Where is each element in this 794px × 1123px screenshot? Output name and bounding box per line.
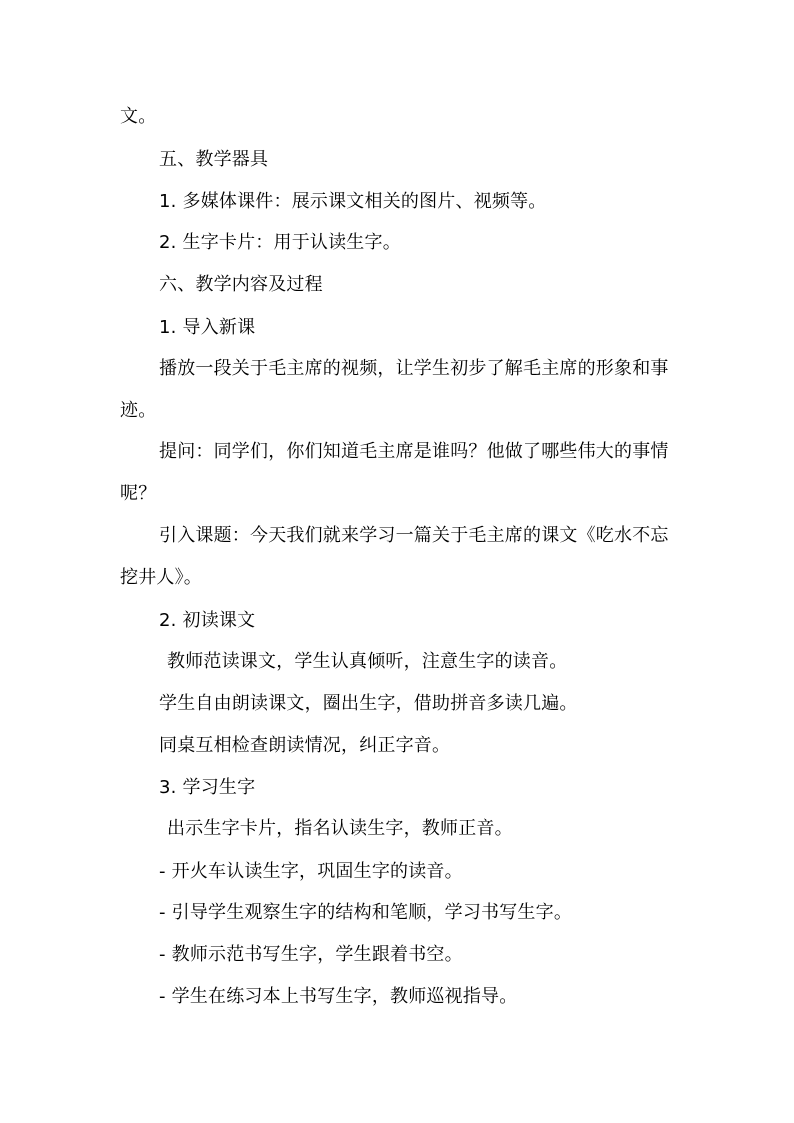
paragraph-line: 引入课题：今天我们就来学习一篇关于毛主席的课文《吃水不忘 bbox=[159, 525, 669, 546]
paragraph-line: 提问：同学们，你们知道毛主席是谁吗？他做了哪些伟大的事情 bbox=[159, 441, 669, 462]
subheading-learn-characters: 3. 学习生字 bbox=[159, 777, 256, 798]
paragraph-line: 迹。 bbox=[120, 400, 157, 421]
subheading-first-reading: 2. 初读课文 bbox=[159, 610, 256, 631]
paragraph-line: 出示生字卡片，指名认读生字，教师正音。 bbox=[167, 818, 513, 839]
section-heading-teaching-tools: 五、教学器具 bbox=[159, 149, 269, 170]
list-item-word-cards: 2. 生字卡片：用于认读生字。 bbox=[159, 232, 401, 253]
paragraph-line: 挖井人》。 bbox=[120, 567, 202, 588]
list-item-multimedia: 1. 多媒体课件：展示课文相关的图片、视频等。 bbox=[159, 191, 547, 212]
paragraph-line: 呢？ bbox=[120, 483, 157, 504]
paragraph-line: 学生自由朗读课文，圈出生字，借助拼音多读几遍。 bbox=[159, 693, 578, 714]
list-item-dash: - 开火车认读生字，巩固生字的读音。 bbox=[159, 861, 463, 882]
list-item-dash: - 引导学生观察生字的结构和笔顺，学习书写生字。 bbox=[159, 902, 573, 923]
subheading-introduction: 1. 导入新课 bbox=[159, 317, 256, 338]
paragraph-line: 教师范读课文，学生认真倾听，注意生字的读音。 bbox=[167, 651, 568, 672]
paragraph-line: 播放一段关于毛主席的视频，让学生初步了解毛主席的形象和事 bbox=[159, 358, 669, 379]
list-item-dash: - 学生在练习本上书写生字，教师巡视指导。 bbox=[159, 986, 518, 1007]
list-item-dash: - 教师示范书写生字，学生跟着书空。 bbox=[159, 944, 463, 965]
paragraph-line: 同桌互相检查朗读情况，纠正字音。 bbox=[159, 735, 451, 756]
section-heading-teaching-process: 六、教学内容及过程 bbox=[159, 274, 323, 295]
text-line-continuation: 文。 bbox=[120, 106, 157, 127]
